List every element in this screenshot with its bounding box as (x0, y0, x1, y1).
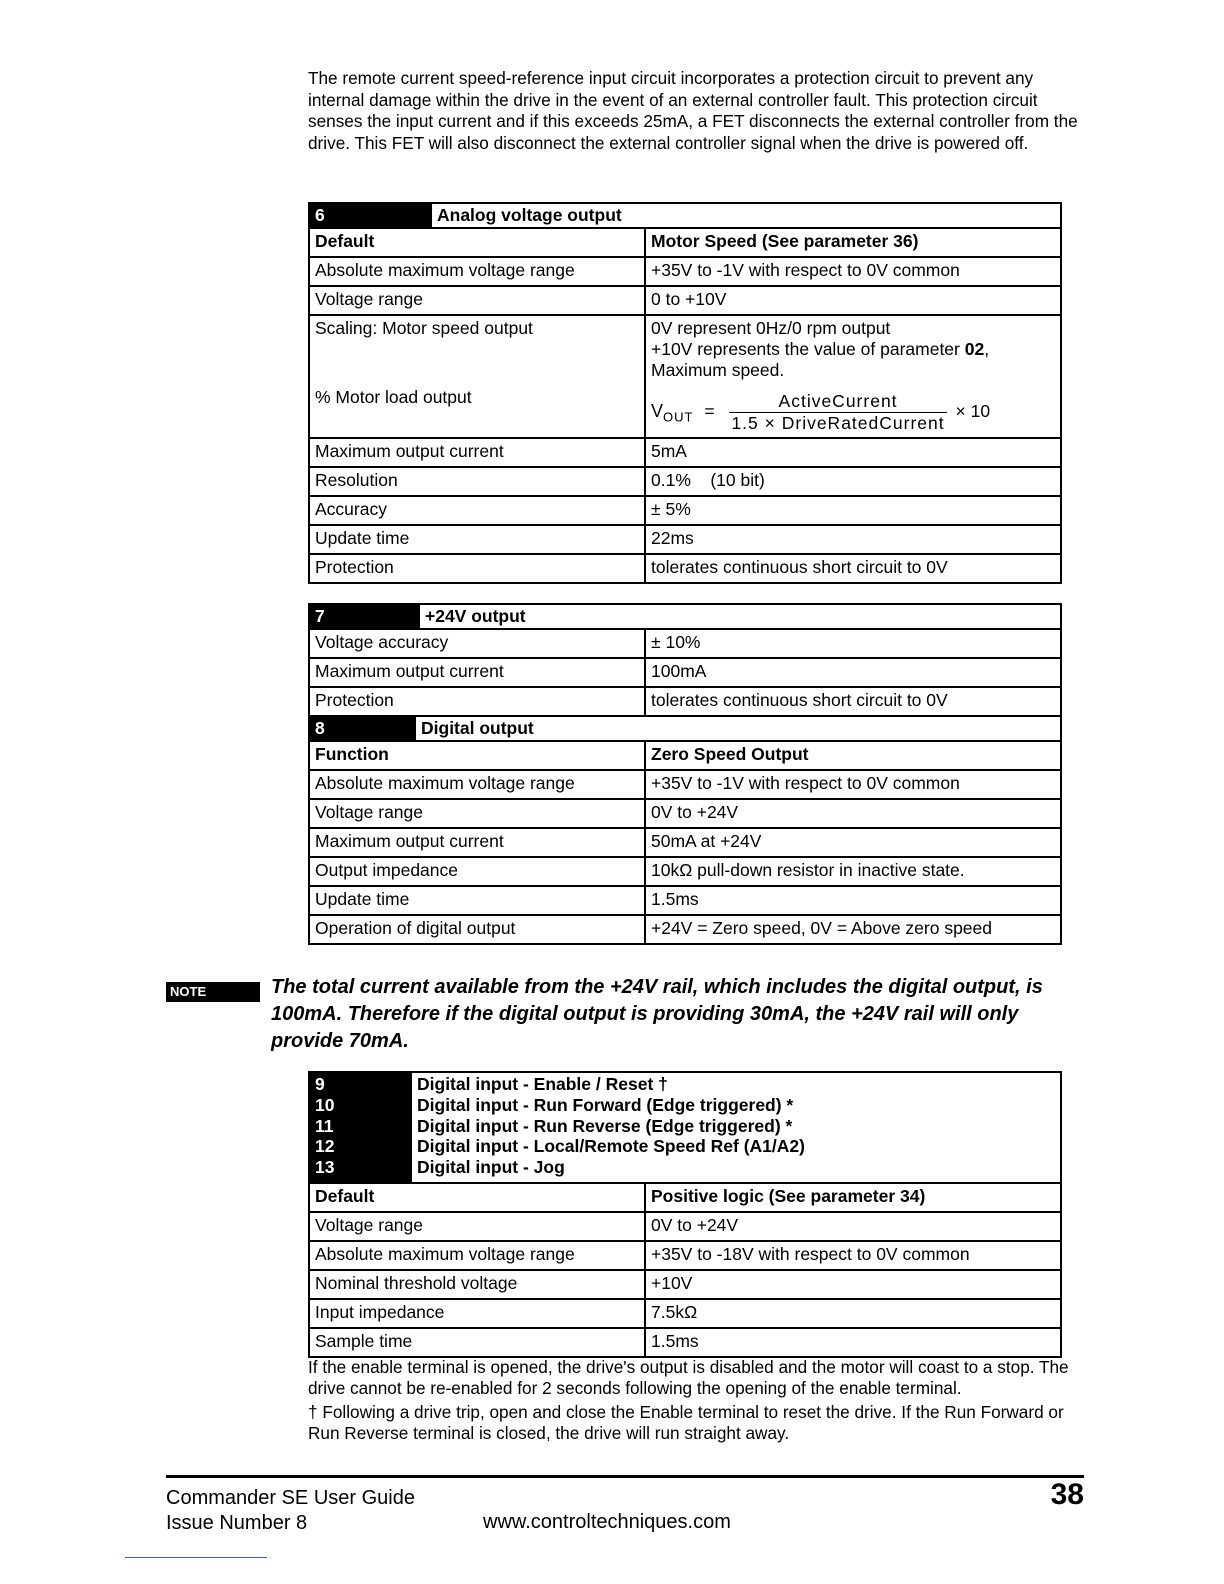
row-value: 1.5ms (645, 1328, 1061, 1357)
scaling-line-2-suffix: , (984, 339, 990, 359)
table-row (309, 629, 1061, 658)
table-title: Digital input - Enable / Reset † (417, 1074, 668, 1094)
page-number: 38 (1050, 1478, 1084, 1511)
row-label: Voltage range (309, 799, 645, 828)
terminal-titles (412, 1073, 810, 1182)
row-value: +24V = Zero speed, 0V = Above zero speed (645, 915, 1061, 944)
terminal-number: 7 (310, 605, 420, 628)
table-row (309, 438, 1061, 467)
table-row (309, 467, 1061, 496)
footnote-dagger: † Following a drive trip, open and close the Enable terminal to reset the drive. If the Run Forward or Run Reverse terminal is closed, the drive will run straight away. (308, 1402, 1064, 1443)
table-title: Digital input - Run Reverse (Edge triggered) * (417, 1115, 793, 1136)
terminal-number: 9 (315, 1074, 325, 1094)
footer-left (166, 1486, 415, 1536)
table-row (309, 525, 1061, 554)
row-value: 50mA at +24V (645, 828, 1061, 857)
row-value: 5mA (645, 438, 1061, 467)
row-value: 1.5ms (645, 886, 1061, 915)
scaling-line-3: Maximum speed. (651, 360, 785, 380)
formula-multiplier: × 10 (955, 401, 991, 422)
row-label: Resolution (309, 467, 645, 496)
note-badge: NOTE (166, 982, 260, 1002)
table-header-row (309, 716, 1061, 741)
table-title: Analog voltage output (437, 205, 622, 225)
row-value: 0V to +24V (645, 799, 1061, 828)
table-row (309, 658, 1061, 687)
table-row (309, 1241, 1061, 1270)
terminal-number: 12 (315, 1136, 335, 1157)
default-value: Motor Speed (See parameter 36) (645, 228, 1061, 257)
table-row (309, 315, 1061, 438)
scaling-value-cell (645, 315, 1061, 438)
load-label: % Motor load output (315, 387, 472, 407)
row-value: 0.1% (10 bit) (645, 467, 1061, 496)
table-title: Digital input - Local/Remote Speed Ref (A1/A2) (417, 1136, 805, 1157)
table-header-row (309, 203, 1061, 228)
row-label: Update time (309, 525, 645, 554)
formula-fraction (729, 391, 946, 434)
table-row (309, 554, 1061, 583)
table-row (309, 1183, 1061, 1212)
row-label: Maximum output current (309, 828, 645, 857)
default-label: Default (309, 1183, 645, 1212)
table-row (309, 741, 1061, 770)
issue-number: Issue Number 8 (166, 1512, 308, 1534)
function-value: Zero Speed Output (645, 741, 1061, 770)
table-row (309, 857, 1061, 886)
scaling-line-2-text: +10V represents the value of parameter (651, 339, 965, 359)
table-row (309, 1299, 1061, 1328)
table-header-row (309, 1072, 1061, 1183)
formula-subscript: OUT (663, 409, 694, 425)
table-row (309, 1212, 1061, 1241)
scaling-line-2 (651, 339, 1055, 360)
analog-voltage-output-table (308, 202, 1062, 584)
row-label: Input impedance (309, 1299, 645, 1328)
row-value: 7.5kΩ (645, 1299, 1061, 1328)
table-row (309, 257, 1061, 286)
row-value: +35V to -1V with respect to 0V common (645, 257, 1061, 286)
table-row (309, 828, 1061, 857)
table-row (309, 770, 1061, 799)
row-label: Voltage range (309, 1212, 645, 1241)
terminal-number: 8 (310, 717, 416, 740)
function-label: Function (309, 741, 645, 770)
row-label: Sample time (309, 1328, 645, 1357)
table-row (309, 915, 1061, 944)
row-value: +35V to -18V with respect to 0V common (645, 1241, 1061, 1270)
row-label: Accuracy (309, 496, 645, 525)
bottom-link-underline (125, 1557, 267, 1558)
footnote-enable: If the enable terminal is opened, the drive's output is disabled and the motor will coast to a stop. The drive cannot be re-enabled for 2 seconds following the opening of the enable terminal. (308, 1357, 1069, 1398)
row-label: Absolute maximum voltage range (309, 770, 645, 799)
table-row (309, 687, 1061, 716)
table-row (309, 799, 1061, 828)
row-value: 22ms (645, 525, 1061, 554)
row-label: Maximum output current (309, 438, 645, 467)
row-label: Absolute maximum voltage range (309, 257, 645, 286)
intro-paragraph: The remote current speed-reference input circuit incorporates a protection circuit to prevent any internal damage within the drive in the event of an external controller fault. This protection circuit senses the input current and if this exceeds 25mA, a FET disconnects the external controller from the drive. This FET will also disconnect the external controller signal when the drive is powered off. (308, 68, 1078, 153)
table-title: +24V output (425, 606, 526, 626)
formula-lhs: V (651, 401, 664, 422)
row-value: 0V to +24V (645, 1212, 1061, 1241)
row-value: 100mA (645, 658, 1061, 687)
row-label: Voltage range (309, 286, 645, 315)
row-label: Operation of digital output (309, 915, 645, 944)
row-value: tolerates continuous short circuit to 0V (645, 554, 1061, 583)
table-row (309, 496, 1061, 525)
default-label: Default (309, 228, 645, 257)
row-label: Protection (309, 554, 645, 583)
load-formula (651, 391, 1055, 434)
row-value: 0 to +10V (645, 286, 1061, 315)
row-value: 10kΩ pull-down resistor in inactive state. (645, 857, 1061, 886)
default-value: Positive logic (See parameter 34) (645, 1183, 1061, 1212)
row-value: ± 10% (645, 629, 1061, 658)
table-title: Digital input - Jog (417, 1157, 565, 1178)
footnotes (308, 1357, 1098, 1447)
scaling-label: Scaling: Motor speed output (315, 318, 533, 338)
table-header-row (309, 604, 1061, 629)
footer-url: www.controltechniques.com (483, 1511, 731, 1533)
formula-equals: = (704, 401, 715, 422)
guide-title: Commander SE User Guide (166, 1487, 415, 1509)
row-label: Nominal threshold voltage (309, 1270, 645, 1299)
note-text: The total current available from the +24V rail, which includes the digital output, is 100mA. Therefore if the digital output is providing 30mA, the +24V rail will only provide 70mA. (271, 976, 1043, 1052)
table-row (309, 1328, 1061, 1357)
row-label: Output impedance (309, 857, 645, 886)
scaling-label-cell (309, 315, 645, 438)
formula-numerator: ActiveCurrent (729, 391, 946, 413)
output-24v-digital-table (308, 603, 1062, 945)
row-label: Absolute maximum voltage range (309, 1241, 645, 1270)
table-row (309, 228, 1061, 257)
table-row (309, 1270, 1061, 1299)
row-label: Protection (309, 687, 645, 716)
formula-denominator: 1.5 × DriveRatedCurrent (731, 413, 945, 433)
row-value: tolerates continuous short circuit to 0V (645, 687, 1061, 716)
row-label: Voltage accuracy (309, 629, 645, 658)
terminal-number: 10 (315, 1094, 335, 1115)
footer-rule (166, 1475, 1084, 1478)
row-value: +35V to -1V with respect to 0V common (645, 770, 1061, 799)
terminal-number: 11 (315, 1115, 334, 1136)
table-title: Digital input - Run Forward (Edge triggered) * (417, 1094, 794, 1115)
row-label: Update time (309, 886, 645, 915)
row-value: +10V (645, 1270, 1061, 1299)
table-row (309, 286, 1061, 315)
digital-inputs-table (308, 1071, 1062, 1358)
scaling-line-1: 0V represent 0Hz/0 rpm output (651, 318, 891, 338)
table-title: Digital output (421, 718, 534, 738)
terminal-number: 6 (310, 204, 432, 227)
terminal-number: 13 (315, 1157, 335, 1178)
terminal-numbers (310, 1073, 412, 1182)
row-label: Maximum output current (309, 658, 645, 687)
table-row (309, 886, 1061, 915)
row-value: ± 5% (645, 496, 1061, 525)
parameter-number: 02 (964, 339, 985, 359)
